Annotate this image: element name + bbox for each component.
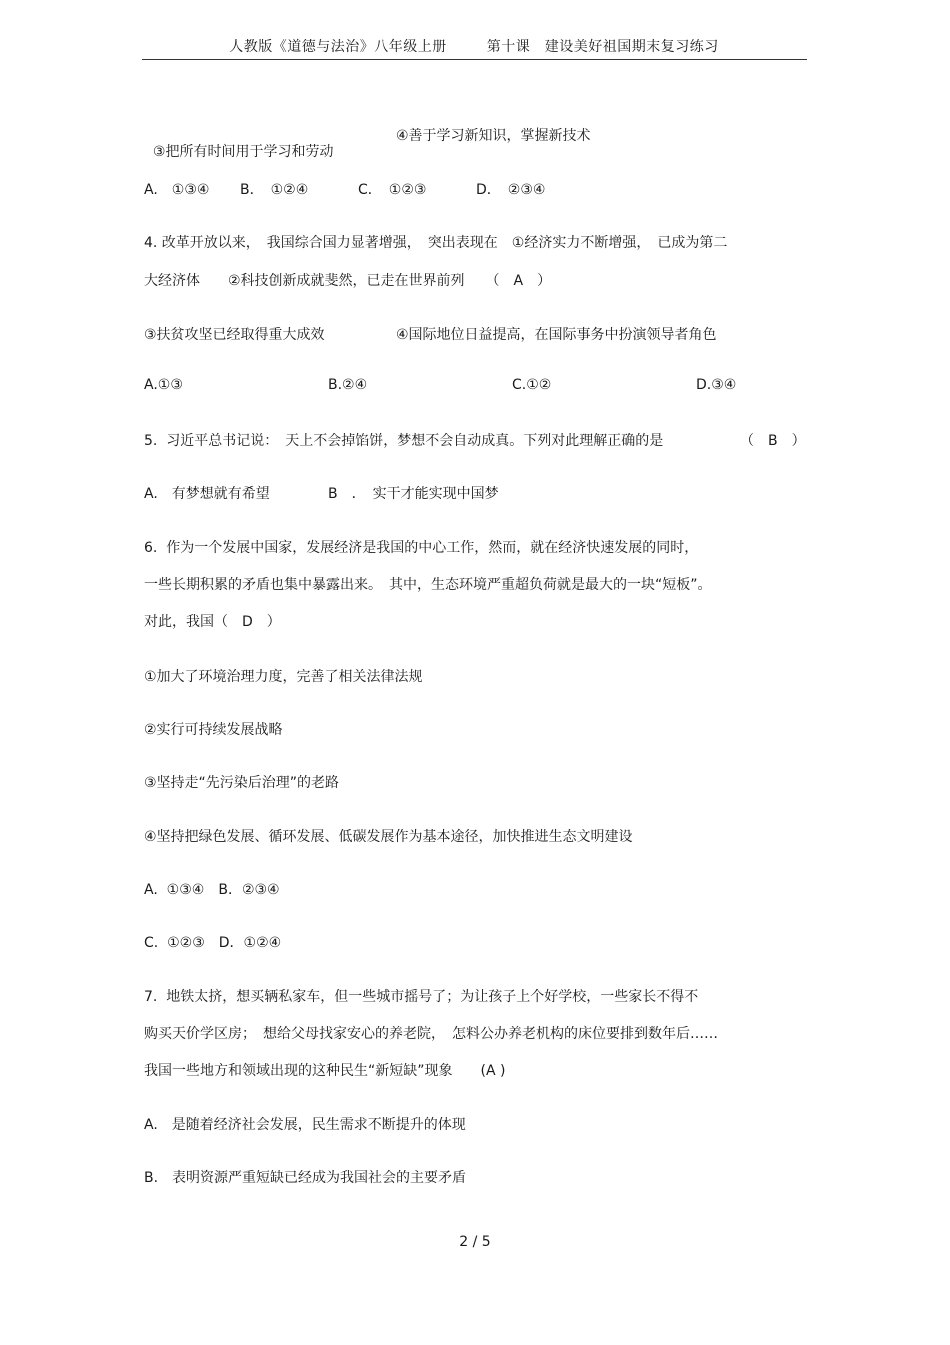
q7-stem-line-3: 我国一些地方和领域出现的这种民生“新短缺”现象 (A ): [144, 1063, 506, 1079]
q6-stem-line-2: 一些长期积累的矛盾也集中暴露出来。 其中，生态环境严重超负荷就是最大的一块“短板”。: [144, 577, 712, 593]
q6-choices-cd: C. ①②③ D．①②④: [144, 935, 282, 951]
q3-choice-a: A. ①③④: [144, 182, 210, 198]
q5-answer: （ B ）: [740, 433, 806, 449]
q6-choices-ab: A. ①③④ B．②③④: [144, 882, 280, 898]
q6-option-3: ③坚持走“先污染后治理”的老路: [144, 775, 340, 791]
q3-choice-b: B． ①②④: [240, 182, 309, 198]
header-title-right: 第十课 建设美好祖国期末复习练习: [486, 39, 719, 55]
q7-choice-a: A. 是随着经济社会发展，民生需求不断提升的体现: [144, 1117, 466, 1133]
q4-option-3: ③扶贫攻坚已经取得重大成效: [144, 327, 325, 343]
q3-option-4: ④善于学习新知识，掌握新技术: [396, 128, 591, 144]
page-header: [142, 36, 806, 56]
q4-option-4: ④国际地位日益提高，在国际事务中扮演领导者角色: [396, 327, 717, 343]
q3-option-3: ③把所有时间用于学习和劳动: [152, 144, 334, 160]
q4-choice-c: C.①②: [512, 377, 552, 393]
q6-stem-line-1: 6. 作为一个发展中国家，发展经济是我国的中心工作，然而，就在经济快速发展的同时，: [144, 540, 699, 556]
q4-stem-line-2: 大经济体 ②科技创新成就斐然，已走在世界前列 （ A ）: [144, 273, 552, 289]
q4-choice-d: D.③④: [696, 377, 737, 393]
q3-options-line: [144, 125, 333, 161]
q6-stem-line-3: 对此，我国（ D ）: [144, 614, 281, 630]
q3-choice-d: D． ②③④: [476, 182, 546, 198]
header-rule: [142, 59, 807, 60]
q7-stem-line-2: 购买天价学区房； 想给父母找家安心的养老院， 怎料公办养老机构的床位要排到数年后……: [144, 1026, 718, 1042]
header-title-left: 人教版《道德与法治》八年级上册: [229, 39, 447, 55]
q6-option-4: ④坚持把绿色发展、循环发展、低碳发展作为基本途径，加快推进生态文明建设: [144, 829, 633, 845]
q5-stem: 5. 习近平总书记说： 天上不会掉馅饼，梦想不会自动成真。下列对此理解正确的是: [144, 433, 664, 449]
q5-choice-b: B ． 实干才能实现中国梦: [328, 486, 499, 502]
q4-choice-b: B.②④: [328, 377, 368, 393]
q6-option-1: ①加大了环境治理力度，完善了相关法律法规: [144, 669, 423, 685]
q4-choice-a: A.①③: [144, 377, 183, 393]
q7-stem-line-1: 7. 地铁太挤，想买辆私家车，但一些城市摇号了；为让孩子上个好学校，一些家长不得不: [144, 989, 699, 1005]
q7-choice-b: B. 表明资源严重短缺已经成为我国社会的主要矛盾: [144, 1170, 467, 1186]
page-number: 2 / 5: [459, 1234, 491, 1250]
q3-choice-c: C． ①②③: [358, 182, 427, 198]
q4-stem-line-1: 4. 改革开放以来， 我国综合国力显著增强， 突出表现在 ①经济实力不断增强， 已成为第二: [144, 235, 728, 251]
q6-option-2: ②实行可持续发展战略: [144, 722, 283, 738]
q5-choice-a: A. 有梦想就有希望: [144, 486, 270, 502]
